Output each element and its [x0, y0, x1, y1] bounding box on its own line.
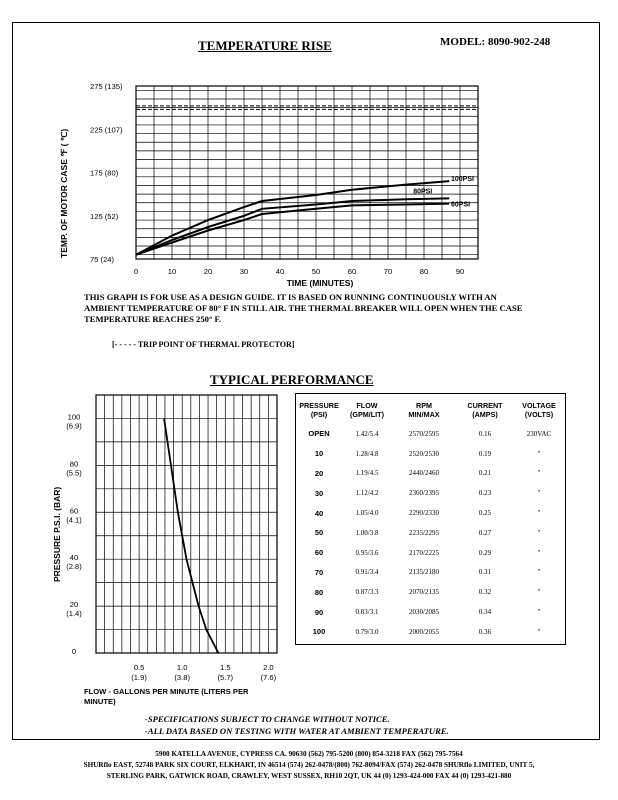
- table-cell: 40: [314, 508, 324, 518]
- table-cell: 0.23: [478, 489, 492, 498]
- table-cell: 80: [314, 587, 324, 597]
- perf-y-tick-psi: 40: [69, 553, 79, 563]
- table-cell: 10: [314, 449, 324, 459]
- perf-x-tick-gpm: 1.0: [176, 663, 188, 672]
- table-cell: 2030/2085: [409, 608, 439, 617]
- table-cell: 0.83/3.1: [355, 608, 379, 617]
- table-cell: 60: [314, 548, 324, 558]
- table-cell: 70: [314, 567, 324, 577]
- table-cell: 20: [314, 468, 324, 478]
- page-title: TEMPERATURE RISE: [198, 38, 332, 53]
- temp-x-tick-label: 70: [383, 267, 393, 276]
- temp-chart-y-axis-label: TEMP. OF MOTOR CASE ℉ ( ℃): [59, 128, 69, 258]
- temp-x-tick-label: 20: [203, 267, 213, 276]
- table-cell: 90: [314, 607, 324, 617]
- table-cell: 0.36: [478, 627, 492, 636]
- disclaimer-spec: -SPECIFICATIONS SUBJECT TO CHANGE WITHOUT NOTICE.: [145, 714, 390, 724]
- table-cell: ": [537, 489, 541, 498]
- table-cell: 1.05/4.0: [355, 509, 379, 518]
- table-header-text: (VOLTS): [524, 410, 554, 419]
- temp-x-tick-label: 80: [419, 267, 429, 276]
- table-header-text: FLOW: [356, 401, 378, 410]
- table-row: [296, 622, 564, 642]
- temp-x-tick-label: 60: [347, 267, 357, 276]
- table-header-text: PRESSURE: [299, 401, 339, 410]
- table-cell: 0.91/3.4: [355, 568, 379, 577]
- performance-table-header: [296, 396, 564, 424]
- table-cell: ": [537, 469, 541, 478]
- table-cell: 0.25: [478, 509, 492, 518]
- table-cell: 1.42/5.4: [355, 429, 379, 438]
- performance-table: [296, 396, 564, 642]
- perf-plot-border: [96, 395, 277, 653]
- temp-y-tick-label: 175 (80): [90, 168, 119, 178]
- table-cell: ": [537, 449, 541, 458]
- perf-chart-ticks: [66, 412, 276, 682]
- perf-chart-x-axis-label: FLOW - GALLONS PER MINUTE (LITERS PER MINUTE): [84, 687, 249, 706]
- perf-x-tick-gpm: 2.0: [263, 663, 274, 672]
- temp-chart-x-axis-label: TIME (MINUTES): [286, 278, 354, 288]
- perf-y-tick-bar: (2.8): [66, 562, 82, 572]
- perf-y-tick-psi: 60: [69, 506, 79, 516]
- temp-x-tick-label: 50: [311, 267, 321, 276]
- table-header-text: (GPM/LIT): [350, 410, 384, 419]
- table-cell: 0.21: [478, 469, 492, 478]
- table-cell: 0.32: [478, 588, 492, 597]
- model-number: MODEL: 8090-902-248: [440, 36, 551, 48]
- table-cell: 1.28/4.8: [355, 449, 379, 458]
- temp-y-tick-label: 125 (52): [90, 211, 119, 221]
- temp-x-tick-label: 10: [167, 267, 177, 276]
- temp-curve-label-100psi: 100PSI: [451, 176, 474, 184]
- table-row: [296, 563, 564, 583]
- table-row: [296, 582, 564, 602]
- table-cell: 2235/2295: [409, 528, 439, 537]
- perf-y-tick-psi: 100: [67, 412, 81, 422]
- table-cell: 50: [314, 528, 324, 538]
- table-cell: 0.16: [478, 429, 492, 438]
- perf-x-tick-gpm: 0.5: [133, 663, 145, 672]
- perf-y-tick-psi: 0: [71, 647, 77, 656]
- perf-y-tick-bar: (4.1): [66, 515, 82, 525]
- perf-x-tick-lpm: (3.8): [174, 673, 191, 682]
- footer-address-line-3: STERLING PARK, GATWICK ROAD, CRAWLEY, WEST SUSSEX, RH10 2QT, UK 44 (0) 1293-424-000 FAX 44 (0) 1293-421-880: [106, 772, 512, 780]
- temp-y-tick-label: 225 (107): [90, 125, 123, 135]
- design-guide-note: THIS GRAPH IS FOR USE AS A DESIGN GUIDE. IT IS BASED ON RUNNING CONTINUOUSLY WITH AN AMBIENT TEMPERATURE OF 80° F IN STILL AIR. THE THERMAL BREAKER WILL OPEN WHEN THE CASE TEMPERATURE REACHES 250° F.: [84, 292, 523, 325]
- disclaimer-testing: -ALL DATA BASED ON TESTING WITH WATER AT AMBIENT TEMPERATURE.: [145, 726, 449, 736]
- performance-title: TYPICAL PERFORMANCE: [210, 372, 374, 387]
- table-cell: ": [537, 548, 541, 557]
- temp-x-tick-label: 90: [455, 267, 465, 276]
- table-cell: 0.79/3.0: [355, 627, 379, 636]
- table-row: [296, 424, 564, 444]
- table-row: [296, 602, 564, 622]
- table-header-cell: [342, 396, 392, 424]
- perf-x-tick-lpm: (5.7): [217, 673, 234, 682]
- perf-chart-grid: [96, 395, 277, 653]
- perf-chart-y-axis-label: PRESSURE P.S.I. (BAR): [52, 486, 62, 582]
- table-header-text: (PSI): [310, 410, 328, 419]
- table-cell: 2520/2530: [409, 449, 439, 458]
- performance-table-box: [295, 393, 566, 645]
- table-header-text: (AMPS): [472, 410, 498, 419]
- table-row: [296, 444, 564, 464]
- table-row: [296, 464, 564, 484]
- temp-x-tick-label: 40: [275, 267, 285, 276]
- table-header-cell: [296, 396, 342, 424]
- table-cell: ": [537, 568, 541, 577]
- table-cell: 2070/2135: [409, 588, 439, 597]
- perf-x-tick-lpm: (1.9): [131, 673, 147, 682]
- temp-y-tick-label: 275 (135): [90, 82, 123, 91]
- footer-address-line-2: SHURflo EAST, 52748 PARK SIX COURT, ELKHART, IN 46514 (574) 262-0478/(800) 762-8094/FAX (574) 262-0478 SHURflo LIMITED, UNIT 5,: [83, 761, 535, 769]
- perf-y-tick-bar: (6.9): [66, 421, 82, 431]
- table-cell: 1.19/4.5: [355, 469, 379, 478]
- table-cell: OPEN: [308, 429, 330, 439]
- table-header-text: MIN/MAX: [408, 410, 440, 419]
- table-cell: 230VAC: [526, 429, 552, 438]
- table-header-cell: [392, 396, 456, 424]
- table-row: [296, 483, 564, 503]
- table-cell: 2440/2460: [409, 469, 439, 478]
- table-cell: ": [537, 509, 541, 518]
- table-cell: 0.95/3.6: [355, 548, 379, 557]
- table-header-cell: [514, 396, 564, 424]
- table-header-cell: [456, 396, 514, 424]
- table-row: [296, 543, 564, 563]
- table-cell: 2000/2055: [409, 627, 439, 636]
- table-cell: 2170/2225: [409, 548, 439, 557]
- table-cell: ": [537, 608, 541, 617]
- table-cell: 0.27: [478, 528, 492, 537]
- table-cell: 0.34: [478, 608, 492, 617]
- temp-y-tick-label: 75 (24): [90, 255, 115, 264]
- table-cell: 1.12/4.2: [355, 489, 379, 498]
- table-cell: 2570/2595: [409, 429, 439, 438]
- perf-y-tick-psi: 80: [69, 459, 79, 469]
- table-header-text: VOLTAGE: [522, 401, 556, 410]
- table-header-text: CURRENT: [467, 401, 503, 410]
- perf-y-tick-bar: (5.5): [66, 468, 82, 478]
- table-cell: 100: [312, 627, 326, 637]
- table-cell: ": [537, 528, 541, 537]
- table-cell: ": [537, 627, 541, 636]
- performance-table-body: [296, 424, 564, 642]
- table-row: [296, 503, 564, 523]
- table-cell: ": [537, 588, 541, 597]
- table-cell: 0.87/3.3: [355, 588, 379, 597]
- temp-x-tick-label: 0: [133, 267, 139, 276]
- perf-y-tick-psi: 20: [69, 600, 79, 610]
- temp-curve-label-80psi: 80PSI: [413, 188, 433, 196]
- trip-point-legend: [- - - - - TRIP POINT OF THERMAL PROTECTOR]: [112, 340, 295, 349]
- table-cell: 2290/2330: [409, 509, 439, 518]
- table-cell: 30: [314, 488, 324, 498]
- temp-curve-label-60psi: 60PSI: [451, 201, 471, 209]
- perf-x-tick-gpm: 1.5: [220, 663, 231, 672]
- temp-x-tick-label: 30: [239, 267, 249, 276]
- table-row: [296, 523, 564, 543]
- table-cell: 0.29: [478, 548, 492, 557]
- perf-y-tick-bar: (1.4): [66, 609, 82, 619]
- table-cell: 1.00/3.8: [355, 528, 379, 537]
- footer-address-line-1: 5900 KATELLA AVENUE, CYPRESS CA. 90630 (562) 795-5200 (800) 854-3218 FAX (562) 795-7564: [155, 750, 463, 758]
- table-header-text: RPM: [416, 401, 432, 410]
- table-cell: 2135/2180: [409, 568, 439, 577]
- table-cell: 0.19: [478, 449, 492, 458]
- perf-x-tick-lpm: (7.6): [260, 673, 277, 682]
- table-cell: 0.31: [478, 568, 492, 577]
- table-cell: 2360/2395: [409, 489, 439, 498]
